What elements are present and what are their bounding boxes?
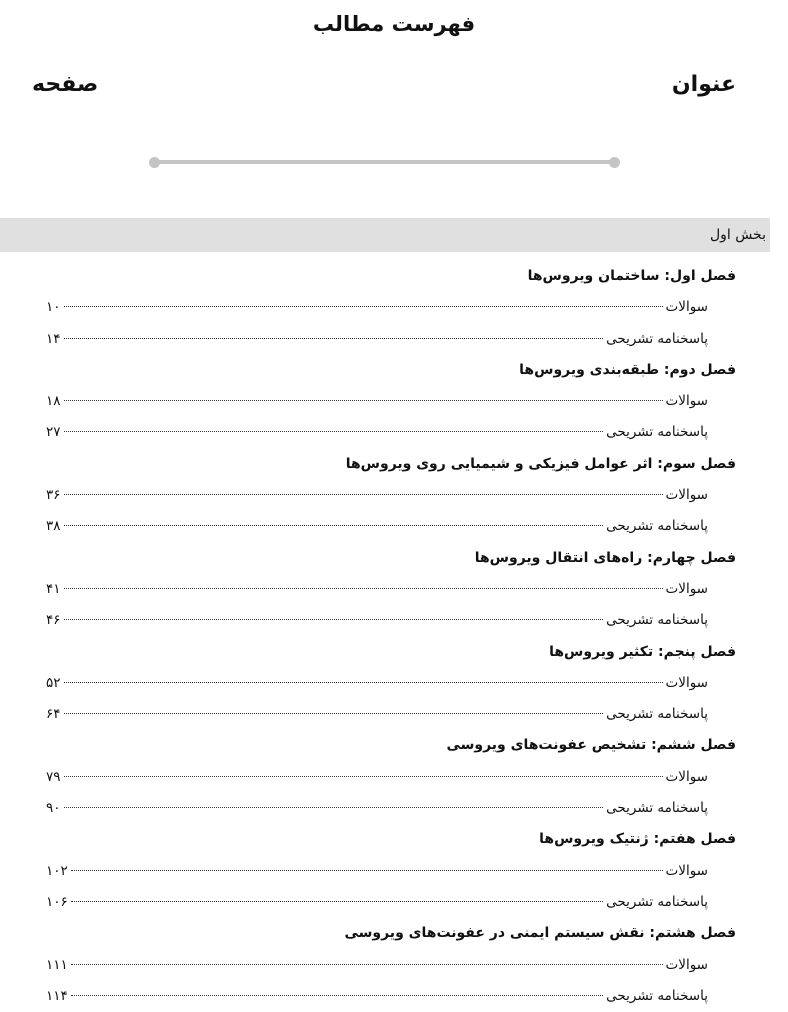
toc-entry-label: پاسخنامه تشریحی [606,424,708,441]
toc-entry-label: سوالات [665,956,708,973]
page-column-header: صفحه [32,72,99,97]
toc-entry-label: سوالات [665,487,708,504]
toc-chapter[interactable]: فصل دوم: طبقه‌بندی ویروس‌ها [519,361,736,378]
toc-entry[interactable] [0,480,788,511]
toc-entry-page: ۳۸ [46,518,61,535]
toc-entry-page: ۱۰ [46,299,61,316]
toc-entry[interactable] [0,981,788,1012]
dot-leader [64,306,663,307]
toc-list [0,261,788,1012]
toc-entry-page: ۷۹ [46,768,61,785]
toc-entry[interactable] [0,574,788,605]
toc-entry-label: پاسخنامه تشریحی [606,518,708,535]
toc-chapter[interactable]: فصل چهارم: راه‌های انتقال ویروس‌ها [474,549,736,566]
toc-entry[interactable] [0,292,788,323]
title-column-header: عنوان [671,72,736,97]
dot-leader [64,776,663,777]
toc-entry-label: پاسخنامه تشریحی [606,800,708,817]
toc-entry[interactable] [0,699,788,730]
dot-leader [64,494,663,495]
divider-dot-left [149,157,160,168]
toc-entry-page: ۱۱۴ [46,987,68,1004]
toc-entry-label: سوالات [665,862,708,879]
page-title: فهرست مطالب [312,12,476,36]
toc-chapter[interactable]: فصل سوم: اثر عوامل فیزیکی و شیمیایی روی ویروس‌ها [345,455,736,472]
toc-entry[interactable] [0,668,788,699]
toc-entry-label: پاسخنامه تشریحی [606,330,708,347]
toc-entry-label: سوالات [665,768,708,785]
dot-leader [71,870,663,871]
toc-entry-page: ۱۸ [46,393,61,410]
dot-leader [64,338,604,339]
dot-leader [64,807,604,808]
toc-entry-label: پاسخنامه تشریحی [606,987,708,1004]
toc-entry-label: سوالات [665,674,708,691]
dot-leader [64,400,663,401]
divider-dot-right [609,157,620,168]
dot-leader [64,713,604,714]
toc-entry-page: ۱۱۱ [46,956,68,973]
dot-leader [64,619,604,620]
decorative-divider [154,160,614,164]
toc-chapter[interactable]: فصل هشتم: نقش سیستم ایمنی در عفونت‌های ویروسی [344,925,736,942]
toc-entry-page: ۶۴ [46,706,61,723]
dot-leader [71,995,603,996]
toc-entry-label: پاسخنامه تشریحی [606,706,708,723]
dot-leader [64,588,663,589]
toc-entry[interactable] [0,950,788,981]
toc-chapter[interactable]: فصل هفتم: ژنتیک ویروس‌ها [539,831,736,848]
toc-entry-page: ۱۴ [46,330,61,347]
dot-leader [71,964,663,965]
toc-entry-page: ۵۲ [46,674,61,691]
toc-entry[interactable] [0,511,788,542]
toc-entry[interactable] [0,762,788,793]
toc-entry-page: ۲۷ [46,424,61,441]
toc-entry-page: ۴۶ [46,612,61,629]
toc-entry-label: سوالات [665,580,708,597]
toc-entry-page: ۳۶ [46,487,61,504]
toc-entry-page: ۱۰۲ [46,862,68,879]
toc-entry[interactable] [0,793,788,824]
toc-entry-label: سوالات [665,393,708,410]
toc-entry-page: ۱۰۶ [46,893,68,910]
dot-leader [64,431,604,432]
toc-entry[interactable] [0,324,788,355]
toc-entry[interactable] [0,856,788,887]
section-heading: بخش اول [0,218,770,252]
dot-leader [64,682,663,683]
toc-entry-page: ۴۱ [46,580,61,597]
toc-entry[interactable] [0,417,788,448]
toc-chapter[interactable]: فصل ششم: تشخیص عفونت‌های ویروسی [446,737,736,754]
toc-entry-label: پاسخنامه تشریحی [606,612,708,629]
dot-leader [64,525,604,526]
toc-entry[interactable] [0,605,788,636]
toc-entry[interactable] [0,386,788,417]
dot-leader [71,901,603,902]
toc-entry-page: ۹۰ [46,800,61,817]
toc-entry-label: پاسخنامه تشریحی [606,893,708,910]
toc-entry[interactable] [0,887,788,918]
toc-chapter[interactable]: فصل پنجم: تکثیر ویروس‌ها [549,643,736,660]
toc-chapter[interactable]: فصل اول: ساختمان ویروس‌ها [527,268,736,284]
toc-entry-label: سوالات [665,299,708,316]
